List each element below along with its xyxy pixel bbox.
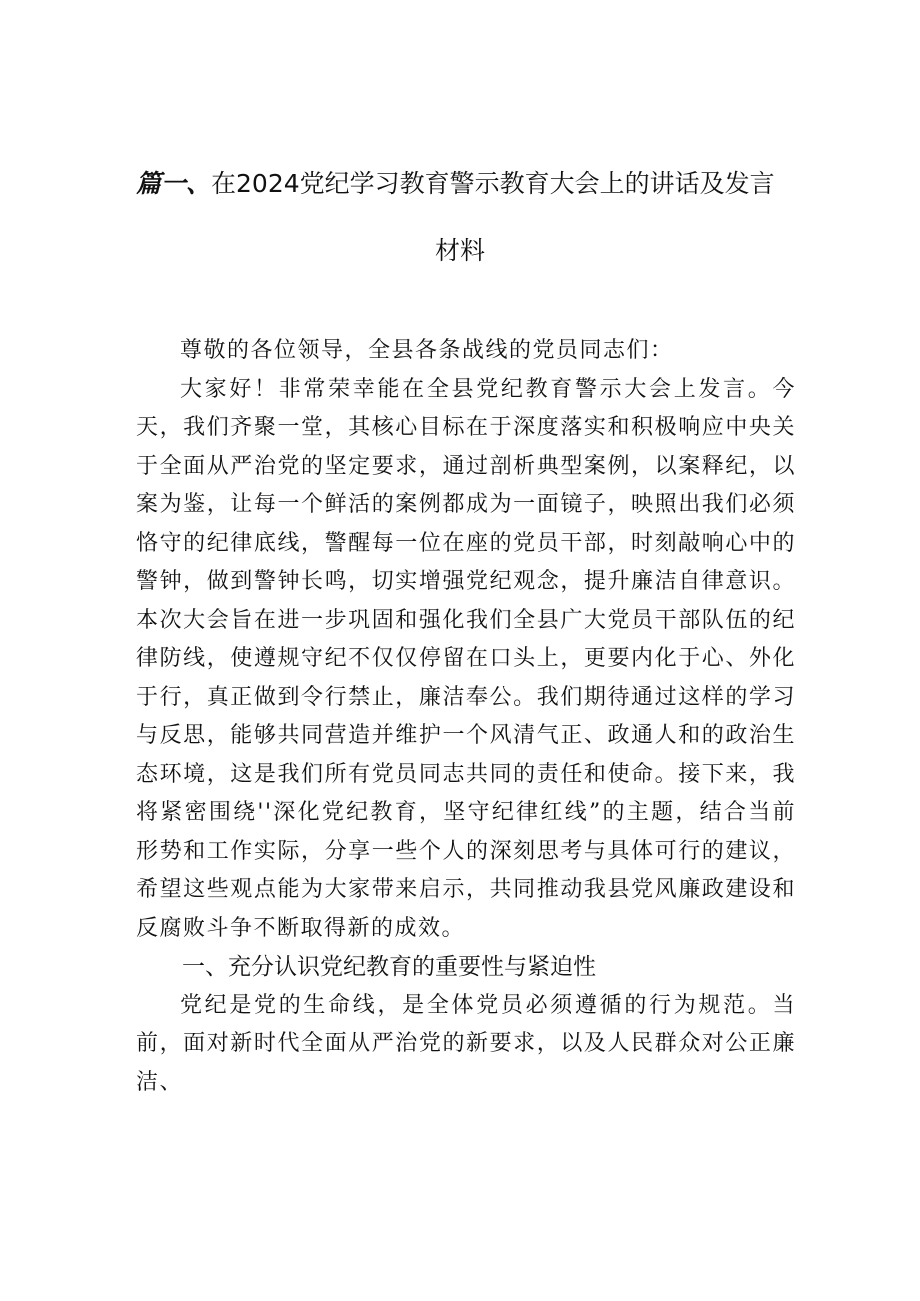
title-main: 在2024党纪学习教育警示教育大会上的讲话及发言	[211, 169, 775, 198]
title-prefix: 篇一、	[136, 169, 212, 198]
section-heading-1: 一、充分认识党纪教育的重要性与紧迫性	[182, 954, 596, 980]
paragraph-1: 大家好！非常荣幸能在全县党纪教育警示大会上发言。今天，我们齐聚一堂，其核心目标在于深度落实和积极响应中央关于全面从严治党的坚定要求，通过剖析典型案例，以案释纪，以案为鉴，让每一个鲜活的案例都成为一面镜子，映照出我们必须恪守的纪律底线，警醒每一位在座的党员干部，时刻敲响心中的警钟，做到警钟长鸣，切实增强党纪观念，提升廉洁自律意识。本次大会旨在进一步巩固和强化我们全县广大党员干部队伍的纪律防线，使遵规守纪不仅仅停留在口头上，更要内化于心、外化于行，真正做到令行禁止，廉洁奉公。我们期待通过这样的学习与反思，能够共同营造并维护一个风清气正、政通人和的政治生态环境，这是我们所有党员同志共同的责任和使命。接下来，我将紧密围绕''深化党纪教育，坚守纪律红线”的主题，结合当前形势和工作实际，分享一些个人的深刻思考与具体可行的建议，希望这些观点能为大家带来启示，共同推动我县党风廉政建设和反腐败斗争不断取得新的成效。	[136, 376, 796, 941]
document-body	[136, 332, 796, 1102]
document-title	[136, 166, 836, 202]
salutation: 尊敬的各位领导，全县各条战线的党员同志们：	[180, 338, 674, 363]
paragraph-2: 党纪是党的生命线，是全体党员必须遵循的行为规范。当前，面对新时代全面从严治党的新要求，以及人民群众对公正廉洁、	[136, 992, 796, 1095]
document-title-continued: 材料	[434, 236, 485, 265]
